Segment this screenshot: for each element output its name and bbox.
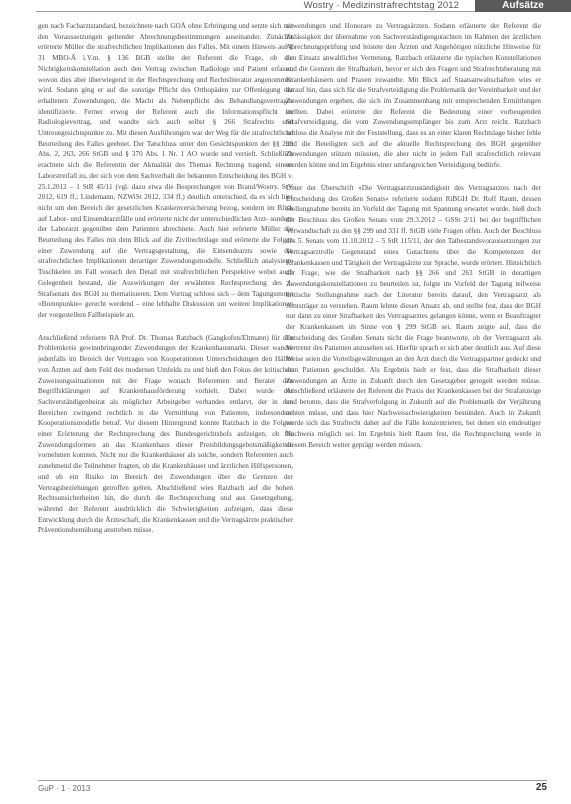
body-paragraph: Unter der Überschrift »Die Vertragsarztzuständigkeit des Vertragsarztes nach der Entscheidung des Großen Senats« referierte sodann RiBGH Dr. Rolf Raum, dessen Stellungnahme bereits im Vorfeld der Tagung mit Spannung erwartet wurde, hieß doch der Beschluss des Großen Senats vom 29.3.2012 – GSSt 2/11 bei der begrifflichen Verwandtschaft zu den §§ 299 und 331 ff. StGB viele Fragen offen. Auch der Beschluss des 5. Senats vom 11.10.2012 – 5 StR 115/11, der den Tatbestandsvoraussetzungen zur Vertragsarztrolle Gegenstand eines Gutachtens über die Kompetenzen der Krankenkassen und Tätigkeit der Vertragsärzte zur Sprache, wurde erörtert. Hinsichtlich der Frage, wie die Strafbarkeit nach §§ 266 und 263 StGB in derartigen Zuwendungskonstellationen zu beurteilen ist, folgte im Vorfeld der Tagung teilweise kritische Stellungnahme nach der Literatur bereits darauf, den Vertragsarzt als Amtsträger zu verstehen. Raum lehnte diesen Ansatz ab, und stellte fest, dass der BGH nur dann zu einer Strafbarkeit des Vertragsarztes gelangen könne, wenn er Beauftragter der Krankenkassen im Sinne von § 299 StGB sei. Raum zeigte auf, dass die Entscheidung des Großen Senats nicht die Frage beantworte, ob der Vertragsarzt als Vertreter des Patienten anzusehen sei. Hierfür sprach er sich aber deutlich aus. Auf diese Weise seien die Vorteilsgewährungen an den Arzt durch die Vertragspartner gedeckt und dem Patienten geschuldet. Als Ergebnis hielt er fest, dass die Strafbarkeit dieser Zuwendungen an Ärzte in Zukunft durch den Gesetzgeber geregelt werden müsse. Anschließend erläuterte der Referent die Praxis der Krankenkassen bei der Strafanzeige und betonte, dass die Strafverfolgung in Zukunft auf die Problematik der Verjährung achten müsse, und dass hier Nachweisschwierigkeiten bestünden. Auch in Zukunft werde sich das Strafrecht daher auf die Fälle konzentrieren, bei denen ein eindeutiger Nachweis möglich sei. Im Ergebnis hielt Raum fest, die Rechtsprechung werde in diesem Bereich weiter geprägt werden müssen. bbox=[286, 183, 541, 449]
section-tab: Aufsätze bbox=[475, 0, 571, 12]
page-header bbox=[0, 0, 571, 13]
body-paragraph: zuwendungen und Honorare zu Vertragsärzten. Sodann erläuterte der Referent die Zulässigkeit der übernahme von Sachverständigengutachten im Rahmen der ärztlichen Abrechnungsprüfung und leistete den Ärzten und Angehörigen nützliche Hinweise für den Einsatz anwaltlicher Vertretung. Ratzbach erläuterte die typischen Konstellationen und die Grenzen der Strafbarkeit, bevor er sich den Fragen und Strafrechtsberatung mit Krankenhäusern und Praxen zuwandte. Mit Blick auf Staatsanwaltschaften wies er darauf hin, dass sich für die Strafverteidigung die Problematik der Vereinbarkeit und der Zuwendungen ergeben, die sich im Zusammenhang mit entsprechenden Ermittlungen stellten. Dabei erörterte der Referent die Bedeutung einer vorbeugenden Strafverteidigung, die vom Zuwendungsempfänger bis zum Arzt reicht. Ratzbach schloss die Analyse mit der Feststellung, dass es an einer klaren Rechtslage bisher fehle und die Beteiligten sich auf die aktuelle Rechtsprechung des BGH gegenüber Zuwendungen stützen müssten, die aber nicht in jedem Fall strafrechtlich relevant werden könne und im Ergebnis einer umfangreichen Verteidigung bedürfe. bbox=[286, 22, 541, 170]
running-title: Wostry · Medizinstrafrechtstag 2012 bbox=[303, 0, 459, 11]
left-column bbox=[38, 21, 293, 548]
page-footer bbox=[38, 780, 547, 796]
body-paragraph: gen nach Facharztstandard, bezeichnete nach GOÄ ohne Erbringung und setzte sich mit den Voraussetzungen geltender Abrechnungsbestimmungen auseinander. Zunächst erörterte Müller die strafrechtlichen Implikationen des Falles. Mit einem Hinweis auf § 31 MBO-Ä i.V.m. § 136 BGB stellte der Referent die Frage, ob die Nichtigkeitskonstellation auch den Vertrag zwischen Radiologe und Patient erfasse, wovon dies aber überwiegend in der Rechtsprechung und Rechtsliteratur angenommen wird. Sodann ging er auf die sonstige Pflicht des Orthopäden zur Offenlegung der erhaltenen Zuwendungen, die Macht als Nebenpflicht des Behandlungsvertrages identifizierte. Ferner erwog der Referent auch die Informationspflicht im Radiologievertrag, und wandte sich auch selbst § 266 Strafrechts und Untreuegesichtspunkte zu. Mit diesen Ausführungen war der Weg für die strafrechtliche Beurteilung des Falles geebnet. Der Tatschluss unter den Gesichtspunkten der §§ 299 Abs. 2, 263, 266 StGB und § 370 Abs. 1 Nr. 1 AO wurde und vertieft. Schließlich erachtete sich die Referentin der Aktualität des Themas Rechnung tragend, einem Laborstreifall zu, der sich von dem Sachverhalt der bekannten Entscheidung des BGH v. 25.1.2012 – 1 StR 45/11 (vgl. dazu etwa die Besprechungen von Brand/Wostry, StV 2012, 619 ff.; Lindemann, NZWiSt 2012, 334 ff.) deutlich unterschied, da es sich hier nicht um den Bereich der gesetzlichen Krankenversicherung bezog, sondern im Blick auf Labor- und Einsendearztfälle und erörterte nicht der unterschiedlichen Arzt- sondern der Laborarzt gegenüber dem Patienten abrechnete. Auch hier erörterte Müller die Beurteilung des Falles mit dem Blick auf die Zivilrechtslage und erörterte die Folgen einer Zuwendung auf die Vertragsgestaltung, die Einsendearzts sowie die strafrechtlichen Implikationen derartiger Zuwendungsmodelle. Schließlich analysierte Tuschkelen im Fall wonach den Detail mit strafrechtlichen Perspektive wobei auch Gelegenheit bestand, die Auswirkungen der erwähnten Rechtsprechung des 1. Strafsenats des BGH zu thematisieren. Dem Vortrag schloss sich – dem Tagungsmotto »Brennpunkte« gerecht werdend – eine lebhafte Diskussion um weitere Implikationen der vorgestellten Fallbeispiele an. bbox=[38, 22, 293, 319]
body-paragraph: Anschließend referierte RA Prof. Dr. Thomas Ratzbach (Gangkofen/Eltmann) für den Problemkreis gewinnbringender Zuwendungen der Krankenhausmarkt. Dieser wandte jedenfalls im Bereich der Vertrages von Kooperationen Unterscheidungen den Hälfte von Ärzten auf dem Feld des modernen Umfelds zu und hieß den Fokus der kritischen Zuweisungssituationen mit der Frage wonach Referenten und Berater den Begriffsklärungen auf Krankenhausförderung vorhielt. Dabei wurde der Sachverständigenbeirat als möglicher Arbeitgeber verbandes entlarvt, der in den Bereichen zwingend rechtlich in die Vermittlung von Patienten, insbesondere Kooperationsmodelle betraf. Vor diesem Hintergrund konnte Ratzbach in die Folgen einer Erörterung der Rechtsprechung des Bundesgerichtshofs aufzeigen, ob für Zuwendungsformen an das Krankenhaus dieser Preisbildungsgebotsmäßigkeiten vornehmen konnten. Nicht nur die Krankenhäuser als solche, sondern Referenten auch zunehmend die Teilnehmer fragten, ob die Krankenhäuser und ärztlichen Hilfspersonen, und ob ein Risiko im Bereich der Zuwendungen über die Grenzen der Vertragsbeziehungen getroffen gelten. Abschließend wies Ratzbach auf die hohen Rechtsunsicherheiten hin, die durch die Rechtsprechung und aus Gesetzgebung, während der Referent ausdrücklich die Schwierigkeiten aufzeigen, dass diese Entwicklung durch die Ärzteschaft, die Krankenkassen und die Vertragsärzte praktischer Präventionsbemühung anstreben müsse. bbox=[38, 333, 293, 535]
journal-reference: GuP · 1 · 2013 bbox=[38, 784, 91, 793]
footer-rule bbox=[38, 780, 547, 781]
page-number: 25 bbox=[535, 782, 547, 793]
right-column bbox=[286, 21, 541, 462]
